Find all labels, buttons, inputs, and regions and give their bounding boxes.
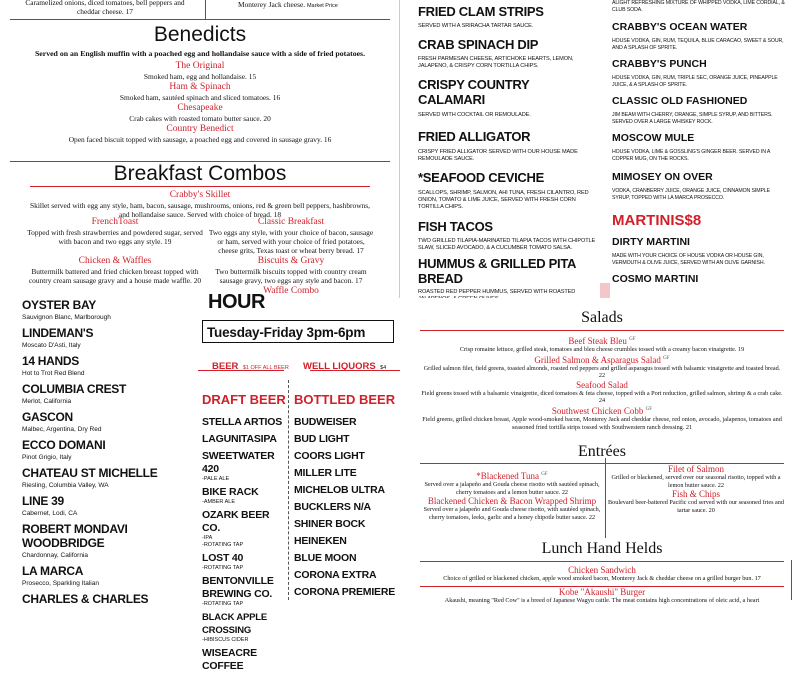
lunch-menu-panel [400,298,800,604]
happy-hour-title: HOUR [208,291,265,313]
salads-title: Salads [581,309,623,326]
salad-name: Seafood Salad [576,379,628,390]
menu-item-name: Waffle Combo [263,286,319,296]
appetizer-desc: CRISPY FRIED ALLIGATOR SERVED WITH OUR HOUSE MADE REMOULADE SAUCE. [418,149,578,162]
beer-special-label: BEER [212,361,239,372]
beer-name: BENTONVILLE BREWING CO. [202,575,274,600]
wine-name: 14 HANDS [22,354,79,368]
beer-name: COORS LIGHT [294,450,365,462]
menu-item-desc: Crab cakes with roasted tomato butter sauce. 20 [129,114,271,123]
wine-desc: Pinot Grigio, Italy [22,454,72,461]
salad-name-row [420,354,784,365]
beer-name: SHINER BOCK [294,518,366,530]
salad-desc: Grilled salmon filet, field greens, toasted almonds, roasted red peppers and grilled asparagus tossed with balsamic vinaigrette and toasted bread. 22 [423,364,781,380]
martinis-title: MARTINIS$8 [612,212,702,229]
drinks-appetizers-panel [400,0,800,298]
entree-name: *Blackened Tuna [476,471,540,481]
beer-style: -IPA [202,535,213,541]
divider [310,370,400,371]
beer-name: BIKE RACK [202,486,259,498]
bottled-beer-column [294,392,398,603]
top-mid-item-desc: Monterey Jack cheese. [238,0,306,9]
handheld-desc: Choice of grilled or blackened chicken, apple wood smoked bacon, Monterey Jack & cheddar cheese on a grilled burger bun. 17 [443,575,761,582]
wine-desc: Cabernet, Lodi, CA [22,510,78,517]
appetizer-name: FRIED ALLIGATOR [418,129,531,144]
beer-name: CORONA PREMIERE [294,586,396,598]
gluten-free-badge: GF [629,337,636,342]
entree-desc: Grilled or blackened, served over our seasonal risotto, topped with a lemon butter sauce. 22 [611,474,781,489]
beer-name: HEINEKEN [294,535,347,547]
menu-item-desc: Skillet served with egg any style, ham, bacon, sausage, mushrooms, onions, red & green bell peppers, hashbrowns, and hollandaise sauce. Served with choice of bread. 18 [30,201,370,219]
menu-item-name: Crabby's Skillet [169,190,231,200]
cocktail-desc: JIM BEAM WITH CHERRY, ORANGE, SIMPLE SYRUP, AND BITTERS. SERVED OVER A LARGE WHISKEY ROCK. [612,112,773,125]
combos-right-column [208,216,374,297]
entree-desc: Boulevard beer-battered Pacific cod served with our seasoned fries and tartar sauce. 20 [608,499,784,514]
appetizer-name: *SEAFOOD CEVICHE [418,170,544,185]
wine-name: ROBERT MONDAVI WOODBRIDGE [22,522,128,550]
salad-name-row [420,335,784,346]
beer-name: SWEETWATER 420 [202,450,275,475]
combos-left-column [25,216,205,285]
beer-style: -PALE ALE [202,476,230,482]
menu-item-name: Biscuits & Gravy [257,256,325,266]
wine-list-panel [0,298,198,606]
draft-beer-column [202,392,288,673]
cocktail-desc: HOUSE VODKA, LIME & GOSSLING'S GINGER BEER. SERVED IN A COPPER MUG, ON THE ROCKS. [612,149,770,162]
divider [198,370,284,371]
wine-name: CHATEAU ST MICHELLE [22,466,158,480]
menu-item-desc: Smoked ham, egg and hollandaise. 15 [143,72,257,81]
beer-special [212,356,289,374]
appetizer-name: CRISPY COUNTRY CALAMARI [418,77,530,107]
menu-item-name: Classic Breakfast [257,217,325,227]
divider-vertical [205,0,206,20]
menu-item-desc: Open faced biscuit topped with sausage, a poached egg and covered in sausage gravy. 16 [68,135,332,144]
breakfast-menu-panel [0,0,400,298]
menu-item-name: Chesapeake [177,103,223,113]
wine-desc: Malbec, Argentina, Dry Red [22,426,102,433]
beer-name: MILLER LITE [294,467,357,479]
wine-name: CHARLES & CHARLES [22,592,149,606]
column-divider [288,380,289,600]
draft-beer-title: DRAFT BEER [202,392,286,407]
menu-item-name: FrenchToast [91,217,139,227]
cocktail-name: CLASSIC OLD FASHIONED [612,95,748,107]
cocktail-desc: HOUSE VODKA, GIN, RUM, TEQUILA, BLUE CARACAO, SWEET & SOUR, AND A SPLASH OF SPRITE. [612,38,784,51]
cocktail-name: CRABBY'S OCEAN WATER [612,21,748,33]
beer-name: BUCKLERS N/A [294,501,371,513]
beer-style: -HIBISCUS CIDER [202,637,249,643]
salad-name-row [420,405,784,416]
beer-name: WISEACRE COFFEE [202,647,257,672]
top-mid-item [238,0,398,9]
cocktail-name: MOSCOW MULE [612,132,695,144]
salad-desc: Crisp romaine lettuce, grilled steak, tomatoes and bleu cheese crumbles tossed with a creamy bacon vinaigrette. 19 [459,346,745,353]
beer-style: -AMBER ALE [202,499,236,505]
beer-name: CORONA EXTRA [294,569,377,581]
entree-name: Blackened Chicken & Bacon Wrapped Shrimp [427,496,597,507]
column-divider [605,458,606,538]
entrees-section [420,443,784,464]
happy-hour-times: Tuesday-Friday 3pm-6pm [202,320,394,343]
menu-item-name: The Original [175,61,225,71]
appetizer-desc: ROASTED RED PEPPER HUMMUS, SERVED WITH ROASTED [418,289,576,295]
liquor-special [303,356,386,374]
liquor-special-price: $4 [380,365,387,371]
wine-desc: Prosecco, Sparkling Italian [22,580,99,587]
gluten-free-badge: GF [663,355,670,361]
salad-name: Grilled Salmon & Asparagus Salad [534,354,661,365]
cocktail-desc: HOUSE VODKA, GIN, RUM, TRIPLE SEC, ORANGE JUICE, PINEAPPLE JUICE, & A SPLASH OF SPRITE. [612,75,778,88]
cocktails-column [612,0,787,285]
wine-name: OYSTER BAY [22,298,96,312]
gluten-free-badge: GF [541,472,548,477]
wine-desc: Moscato D'Asti, Italy [22,342,81,349]
cocktail-name: DIRTY MARTINI [612,236,690,248]
menu-item-desc: Smoked ham, sautéed spinach and sliced tomatoes. 16 [119,93,281,102]
menu-item-desc: Two buttermilk biscuits topped with country cream sausage gravy, two eggs any style and bacon. 17 [215,267,367,285]
divider [30,186,370,187]
cocktail-desc: MADE WITH YOUR CHOICE OF HOUSE VODKA OR HOUSE GIN, VERMOUTH & OLIVE JUICE, SERVED WITH AN OLIVE GARNISH. [612,253,765,266]
beer-name: BUDWEISER [294,416,357,428]
bottled-beer-title: BOTTLED BEER [294,392,396,407]
wine-name: LINDEMAN'S [22,326,94,340]
menu-item-desc: Two eggs any style, with your choice of bacon, sausage or ham, served with your choice of fried potatoes, cheese grits, Texas toast or wheat berry bread. 17 [208,228,374,255]
salad-name: Southwest Chicken Cobb [551,405,644,416]
salads-section [420,309,784,431]
entrees-right-column [608,464,784,514]
divider [420,330,784,331]
wine-desc: Chardonnay, California [22,552,88,559]
beer-name: BUD LIGHT [294,433,350,445]
cocktail-name: MIMOSEY ON OVER [612,171,713,183]
menu-item-name: Country Benedict [166,124,234,134]
wine-desc: Sauvignon Blanc, Marlborough [22,314,111,321]
wine-desc: Hot to Trot Red Blend [22,370,85,377]
wine-column [22,298,192,606]
beer-special-offer: $1 OFF ALL BEER [242,365,289,371]
cocktail-name: COSMO MARTINI [612,273,699,285]
beer-name: MICHELOB ULTRA [294,484,385,496]
beer-name: BLACK APPLE CROSSING [202,612,268,636]
handheld-name: Kobe "Akaushi" Burger [558,586,646,597]
entree-name: Fish & Chips [671,489,720,500]
gluten-free-badge: GF [645,406,653,412]
wine-desc: Riesling, Columbia Valley, WA [22,482,109,489]
appetizer-name: FISH TACOS [418,219,493,234]
appetizer-desc: TWO GRILLED TILAPIA-MARINATED TILAPIA TACOS WITH CHIPOTLE SLAW, SLICED AVOCADO, & A CUCUMBER TOMATO SALSA. [418,238,596,251]
handheld-name: Chicken Sandwich [568,565,636,575]
appetizer-name: HUMMUS & GRILLED PITA BREAD [418,256,576,286]
beer-style: -ROTATING TAP [202,542,244,548]
cocktail-name: CRABBY'S PUNCH [612,58,707,70]
liquor-special-label: WELL LIQUORS [303,361,376,372]
beer-name: LOST 40 [202,552,244,564]
appetizer-desc: FRESH PARMESAN CHEESE, ARTICHOKE HEARTS, LEMON, JALAPENO, & CRISPY CORN TORTILLA CHIPS. [418,56,574,69]
top-mid-price: Market Price [306,3,338,9]
beer-style: -ROTATING TAP [202,565,244,571]
handhelds-section [420,540,784,604]
wine-desc: Merlot, California [22,398,72,405]
salad-desc: Field greens, grilled chicken breast, Apple wood-smoked bacon, Monterey Jack and cheddar cheese, red onion, avocado, jalapenos, tomatoes and seasoned fried tortilla strips tossed with Southwestern ranch dressing. 21 [422,415,782,431]
wine-name: LINE 39 [22,494,64,508]
appetizers-column [418,4,598,303]
benedicts-intro: Served on an English muffin with a poached egg and hollandaise sauce with a side of fried potatoes. [34,49,366,58]
appetizer-desc: SERVED WITH COCKTAIL OR REMOULADE. [418,112,531,118]
menu-item-desc: Buttermilk battered and fried chicken breast topped with country cream sausage gravy and a house made waffle. 20 [28,267,202,285]
breakfast-combos-section [0,163,400,219]
handheld-desc: Akaushi, meaning "Red Cow" is a breed of Japanese Wagyu cattle. The meat contains high concentrations of oleic acid, a heart [444,596,760,604]
beer-name: OZARK BEER CO. [202,509,270,534]
beer-name: BLUE MOON [294,552,357,564]
wine-name: ECCO DOMANI [22,438,106,452]
beer-name: LAGUNITASIPA [202,433,277,445]
cocktail-desc: ALIGHT REFRESHING MIXTURE OF WHIPPED VODKA, LIME CORDIAL, & CLUB SODA. [612,0,785,13]
red-mark [600,283,610,298]
combos-title: Breakfast Combos [113,162,287,185]
salad-name: Beef Steak Bleu [568,336,627,346]
entrees-left-column [422,470,602,521]
benedicts-section [0,23,400,144]
appetizer-desc: SCALLOPS, SHRIMP, SALMON, AHI TUNA, FRESH CILANTRO, RED ONION, TOMATO & LIME JUICE, SERVED WITH FRESH CORN TORTILLA CHIPS. [418,190,589,210]
beer-name: STELLA ARTIOS [202,416,283,428]
appetizer-name: FRIED CLAM STRIPS [418,4,544,19]
entrees-title: Entrées [578,443,626,460]
wine-name: LA MARCA [22,564,84,578]
menu-item-name: Chicken & Waffles [78,256,152,266]
benedicts-title: Benedicts [153,23,247,46]
wine-name: GASCON [22,410,73,424]
border-line [791,560,792,600]
beer-style: -ROTATING TAP [202,601,244,607]
handhelds-title: Lunch Hand Helds [541,540,663,557]
appetizer-desc: SERVED WITH A SRIRACHA TARTAR SAUCE. [418,23,534,29]
divider [10,19,390,20]
divider [420,561,784,562]
menu-item-name: Ham & Spinach [169,82,231,92]
entree-name: Filet of Salmon [668,464,724,474]
top-left-item-desc: Caramelized onions, diced tomatoes, bell peppers and cheddar cheese. 17 [25,0,185,16]
menu-item-desc: Topped with fresh strawberries and powdered sugar, served with bacon and two eggs any style. 19 [27,228,203,246]
appetizer-name: CRAB SPINACH DIP [418,37,539,52]
wine-name: COLUMBIA CREST [22,382,127,396]
entree-name-row [422,470,602,481]
salad-desc: Field greens tossed with a balsamic vinaigrette, diced tomatoes & feta cheese, topped with a Port reduction, grilled salmon, shrimp & a crab cake. 24 [421,389,783,405]
entree-desc: Served over a jalapeño and Gouda cheese risotto with sautéed spinach, cherry tomatoes and a lemon butter sauce. 22 [424,481,600,496]
entree-desc: Served over a jalapeño and Gouda cheese risotto, with sautéed spinach, cherry tomatoes, leeks, garlic and a honey chipotle butter sauce. 22 [423,506,601,521]
cocktail-desc: VODKA, CRANBERRY JUICE, ORANGE JUICE, CINNAMON SIMPLE SYRUP, TOPPED WITH LA MARCA PROSECCO. [612,188,770,201]
